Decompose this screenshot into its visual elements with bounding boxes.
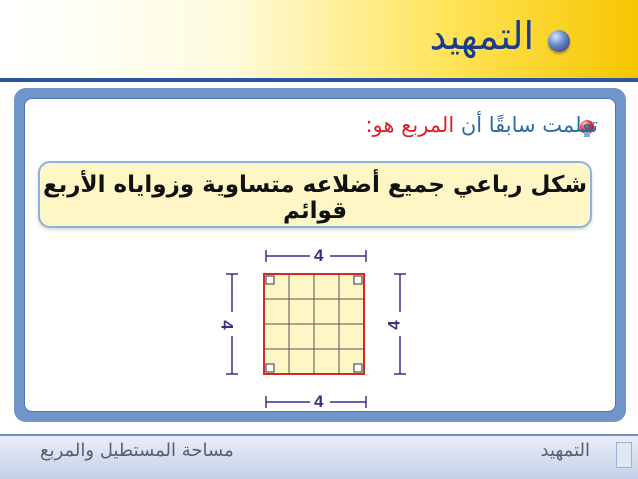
globe-icon — [548, 30, 570, 52]
intro-text-start: تعلمت سابقًا أن — [460, 113, 598, 137]
side-label-left: 4 — [217, 320, 237, 330]
intro-sentence — [365, 113, 598, 137]
intro-text-keyword: المربع — [401, 113, 455, 137]
side-label-bottom: 4 — [314, 392, 324, 411]
footer-corner-block — [616, 442, 632, 468]
title-underline — [0, 78, 638, 82]
intro-text-end: هو: — [365, 113, 395, 137]
page-title: التمهيد — [429, 14, 534, 58]
side-label-right: 4 — [384, 320, 404, 330]
footer-section-title: التمهيد — [540, 440, 590, 461]
side-label-top: 4 — [314, 246, 324, 265]
definition-text: شكل رباعي جميع أضلاعه متساوية وزواياه الأربع قوائم — [42, 172, 588, 224]
footer-lesson-title: مساحة المستطيل والمربع — [40, 440, 234, 461]
title-bar — [0, 0, 638, 80]
